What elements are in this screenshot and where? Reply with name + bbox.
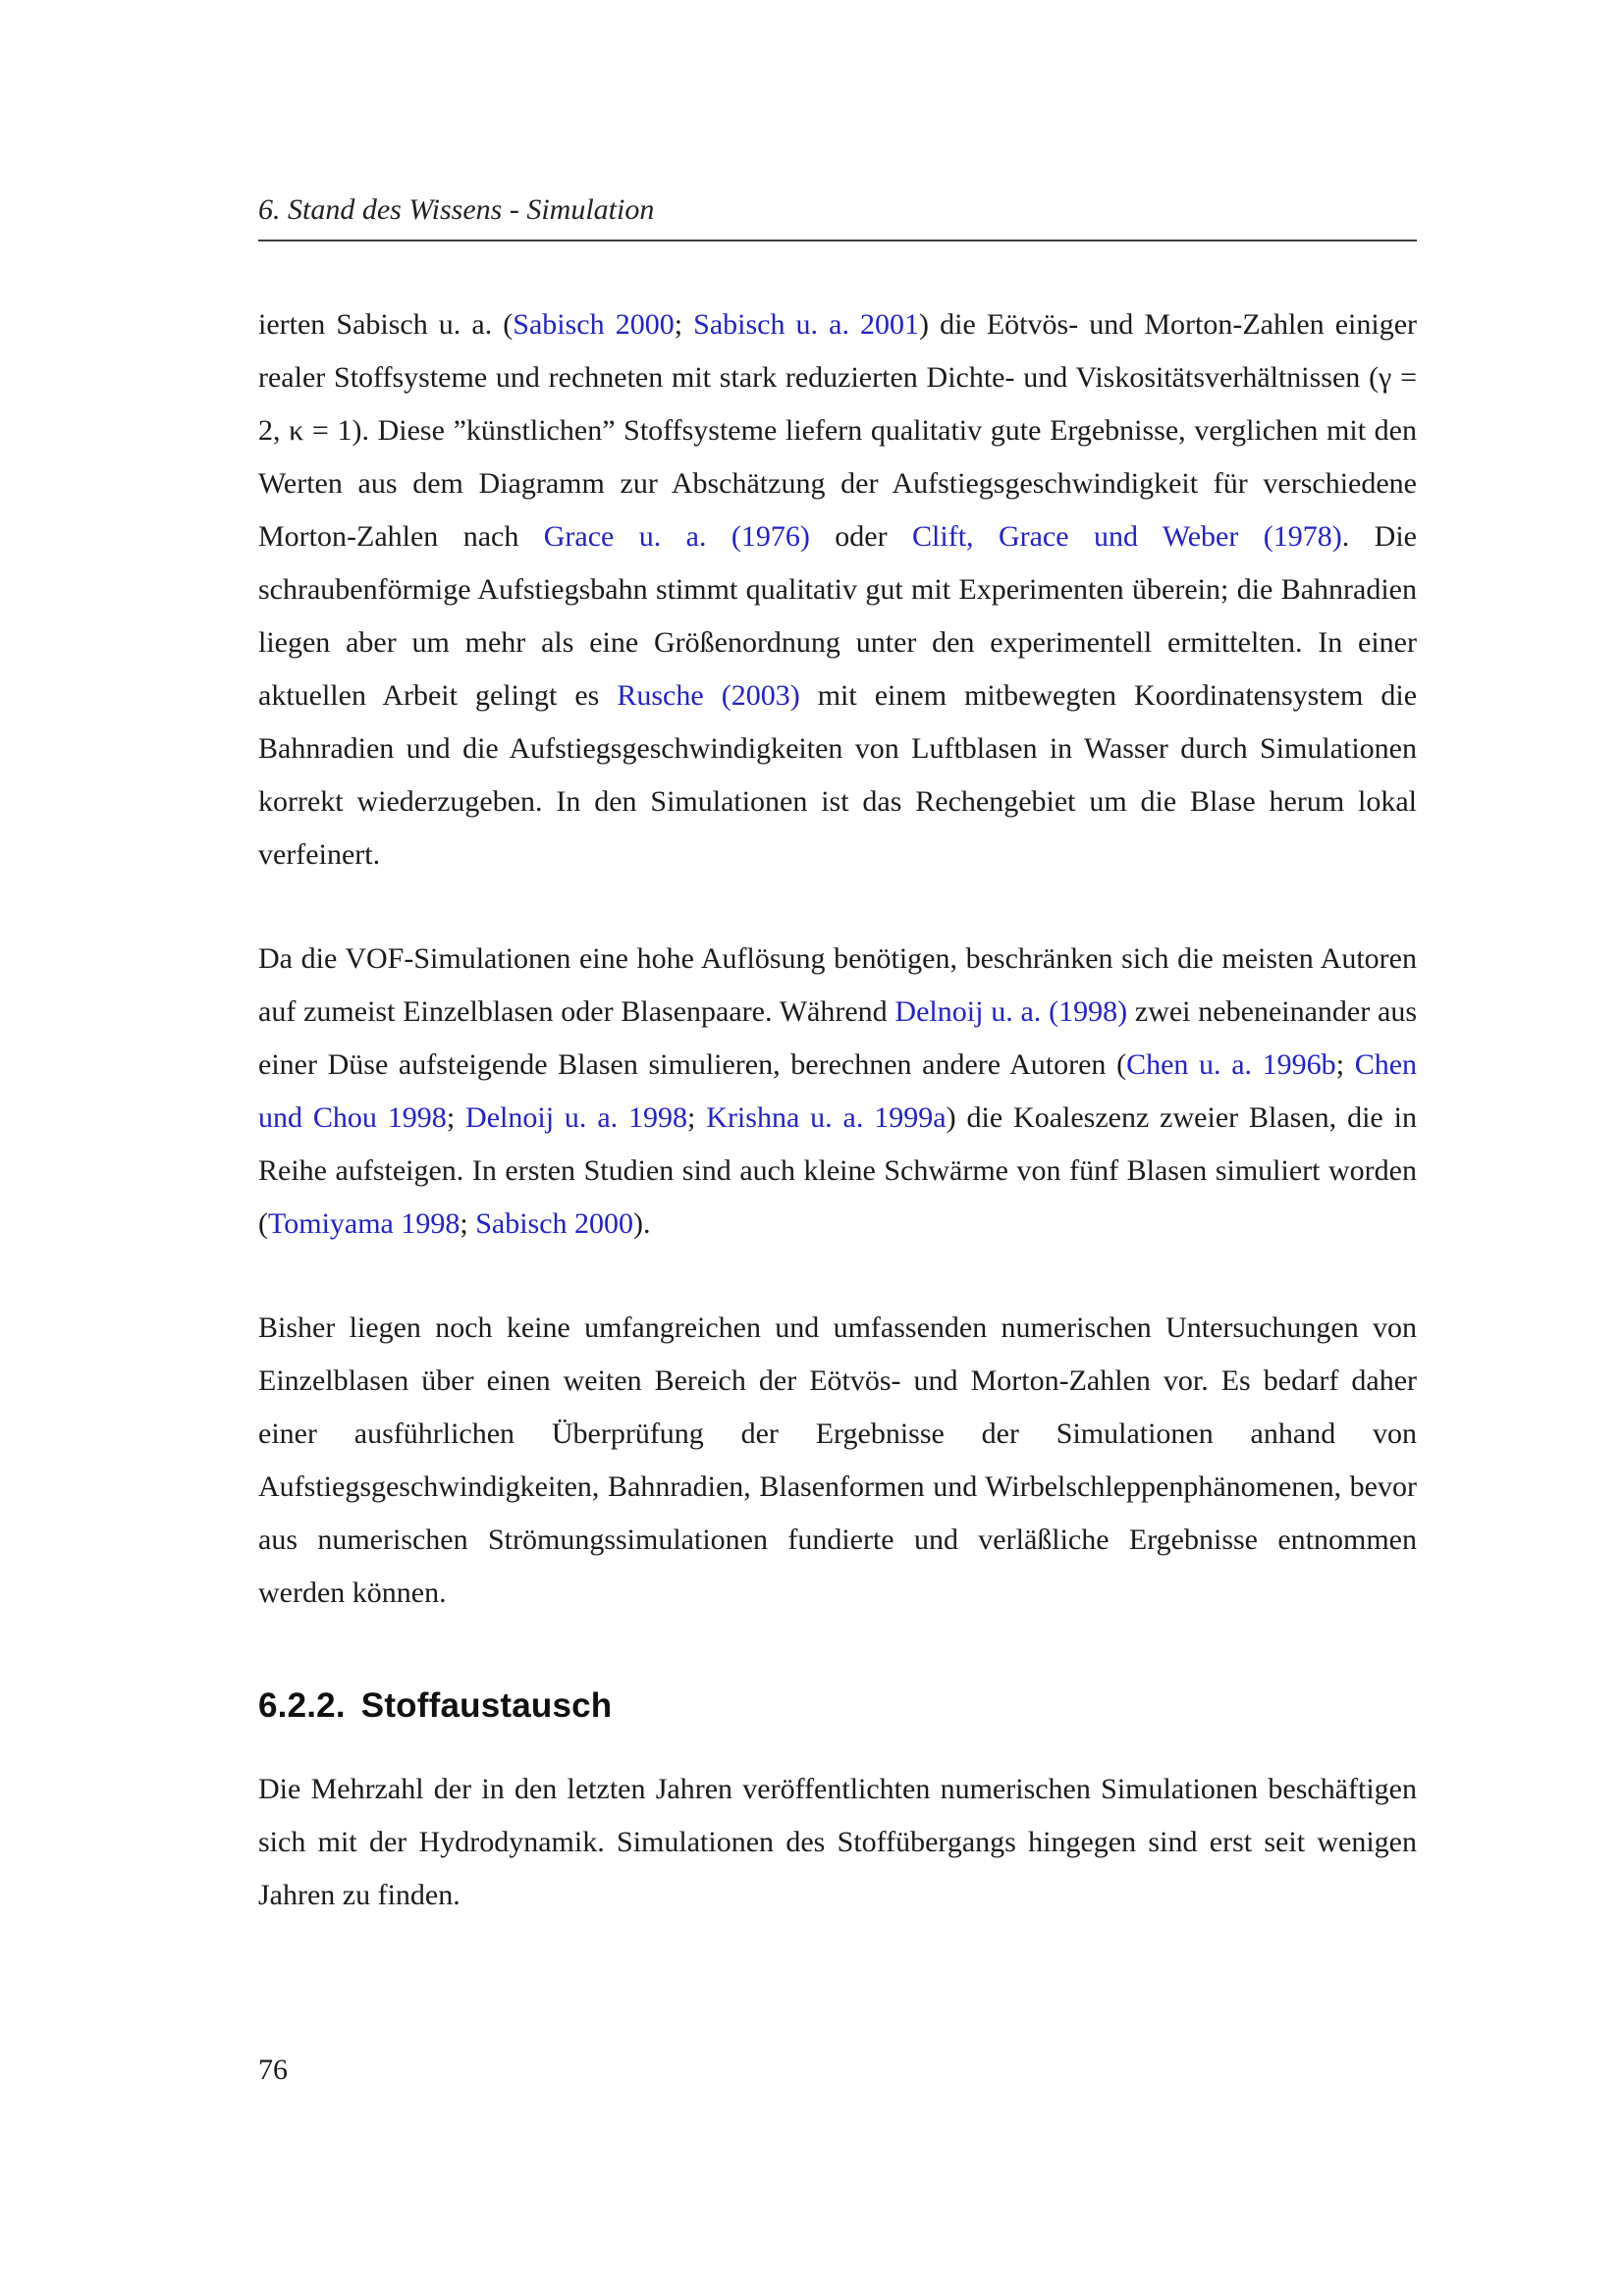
text-run: . Die schraubenförmige Aufstiegsbahn stimmt qualitativ gut mit Experimenten überein; die Bahnradien liegen aber um mehr als eine Größenordnung unter den experimentell ermittelten. In einer aktuellen Arbeit gelingt es <box>258 520 1417 712</box>
text-run: ) die Koaleszenz zweier Blasen, die in Reihe aufsteigen. In ersten Studien sind auch kleine Schwärme von fünf Blasen simuliert worden ( <box>258 1101 1417 1240</box>
text-run <box>1041 995 1049 1028</box>
body-text <box>258 298 1417 1922</box>
page-number: 76 <box>258 2054 288 2086</box>
citation-link[interactable]: Sabisch u. a. 2001 <box>693 308 920 341</box>
paragraph <box>258 1302 1417 1620</box>
section-number: 6.2.2. <box>258 1686 346 1725</box>
text-run: Da die VOF-Simulationen eine hohe Auflösung benötigen, beschränken sich die meisten Autoren auf zumeist Einzelblasen oder Blasenpaare. Während <box>258 942 1417 1028</box>
citation-link[interactable]: Chen und Chou 1998 <box>258 1048 1418 1134</box>
text-run: Die Mehrzahl der in den letzten Jahren veröffentlichten numerischen Simulationen beschäftigen sich mit der Hydrodynamik. Simulationen des Stoffübergangs hingegen sind erst seit wenigen Jahren zu finden. <box>258 1773 1417 1911</box>
section-title: Stoffaustausch <box>360 1686 613 1725</box>
text-run: ; <box>1335 1048 1355 1081</box>
section-heading <box>258 1686 1417 1726</box>
citation-link[interactable]: Sabisch 2000 <box>513 308 675 341</box>
text-run: Bisher liegen noch keine umfangreichen und umfassenden numerischen Untersuchungen von Einzelblasen über einen weiten Bereich der Eötvös- und Morton-Zahlen vor. Es bedarf daher einer ausführlichen Überprüfung der Ergebnisse der Simulationen anhand von Aufstiegsgeschwindigkeiten, Bahnradien, Blasenformen und Wirbelschleppenphänomenen, bevor aus numerischen Strömungssimulationen fundierte und verläßliche Ergebnisse entnommen werden können. <box>258 1311 1417 1609</box>
running-header <box>258 192 1417 228</box>
citation-link[interactable]: Delnoij u. a. <box>894 995 1042 1028</box>
citation-link[interactable]: Grace u. a. (1976) <box>543 520 810 553</box>
text-run: ; <box>674 308 694 341</box>
text-run: ). <box>633 1207 651 1240</box>
text-run: zwei nebeneinander aus einer Düse aufsteigende Blasen simulieren, berechnen andere Autoren ( <box>258 995 1417 1081</box>
text-run: ) die Eötvös- und Morton-Zahlen einiger realer Stoffsysteme und rechneten mit stark reduzierten Dichte- und Viskositätsverhältnissen (γ = 2, κ = 1). Diese ”künstlichen” Stoffsysteme liefern qualitativ gute Ergebnisse, verglichen mit den Werten aus dem Diagramm zur Abschätzung der Aufstiegsgeschwindigkeit für verschiedene Morton-Zahlen nach <box>258 308 1418 553</box>
citation-link[interactable]: Chen u. a. 1996b <box>1126 1048 1336 1081</box>
paragraph <box>258 298 1417 881</box>
text-run: ierten Sabisch u. a. ( <box>258 308 514 341</box>
text-run: ; <box>446 1101 466 1134</box>
citation-link[interactable]: Krishna u. a. 1999a <box>706 1101 947 1134</box>
text-run: oder <box>809 520 913 553</box>
text-run: ; <box>460 1207 476 1240</box>
citation-link[interactable]: (1998) <box>1049 995 1128 1028</box>
paragraph <box>258 1763 1417 1922</box>
paragraph <box>258 933 1417 1251</box>
citation-link[interactable]: Sabisch 2000 <box>475 1207 634 1240</box>
citation-link[interactable]: Delnoij u. a. 1998 <box>465 1101 688 1134</box>
running-header-text: 6. Stand des Wissens - Simulation <box>258 193 655 226</box>
citation-link[interactable]: Rusche (2003) <box>617 679 800 712</box>
text-run: mit einem mitbewegten Koordinatensystem die Bahnradien und die Aufstiegsgeschwindigkeiten von Luftblasen in Wasser durch Simulationen korrekt wiederzugeben. In den Simulationen ist das Rechengebiet um die Blase herum lokal verfeinert. <box>258 679 1418 871</box>
citation-link[interactable]: Tomiyama 1998 <box>268 1207 460 1240</box>
text-column <box>258 0 1417 1973</box>
citation-link[interactable]: Clift, Grace und Weber (1978) <box>912 520 1342 553</box>
header-rule <box>258 240 1417 241</box>
text-run: ; <box>687 1101 707 1134</box>
